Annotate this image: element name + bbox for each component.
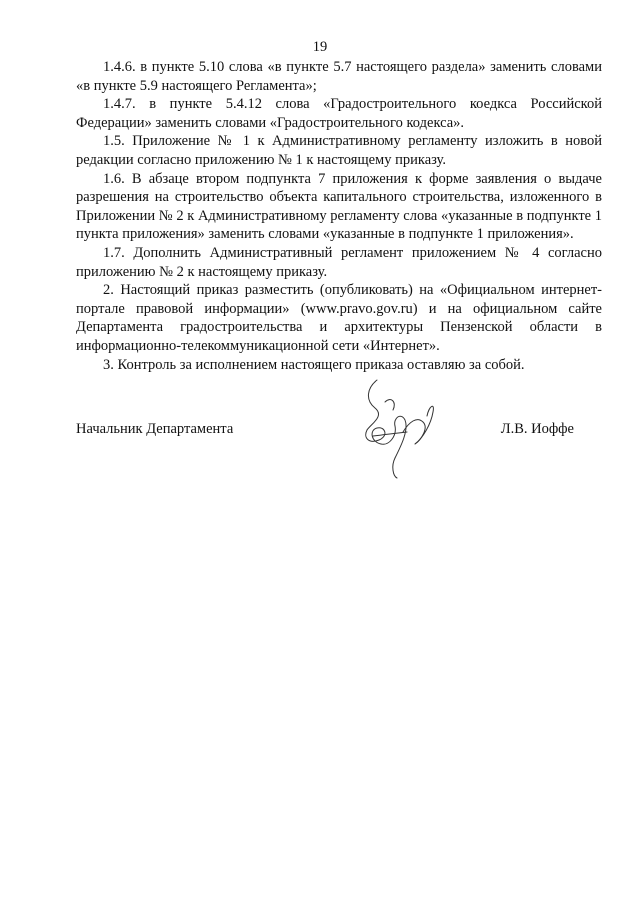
paragraph-1-7: 1.7. Дополнить Административный регламент приложением № 4 согласно приложению № 2 к настоящему приказу. xyxy=(76,244,602,280)
paragraph-1-4-7: 1.4.7. в пункте 5.4.12 слова «Градостроительного коедкса Российской Федерации» заменить словами «Градостроительного кодекса». xyxy=(76,96,602,131)
signature-block xyxy=(76,420,602,440)
handwritten-signature xyxy=(345,372,455,482)
paragraph-1-4-6: 1.4.6. в пункте 5.10 слова «в пункте 5.7 настоящего раздела» заменить словами «в пункте 5.9 настоящего Регламента»; xyxy=(76,59,602,94)
paragraph-2: 2. Настоящий приказ разместить (опубликовать) на «Официальном интернет-портале правовой информации» (www.pravo.gov.ru) и на официальном сайте Департамента градостроительства и архитектуры Пензенской области в информационно-телекоммуникационной сети «Интернет». xyxy=(76,282,602,354)
paragraph-1-5: 1.5. Приложение № 1 к Административному регламенту изложить в новой редакции согласно приложению № 1 к настоящему приказу. xyxy=(76,133,602,168)
paragraph-1-6: 1.6. В абзаце втором подпункта 7 приложения к форме заявления о выдаче разрешения на строительство объекта капитального строительства, изложенного в Приложении № 2 к Административному регламенту слова «указанные в подпункте 1 пункта приложения» заменить словами «указанные в подпункте 1 приложения». xyxy=(76,170,602,243)
signatory-position: Начальник Департамента xyxy=(76,421,234,437)
paragraph-3: 3. Контроль за исполнением настоящего приказа оставляю за собой. xyxy=(103,356,525,373)
document-body xyxy=(76,58,602,374)
signatory-name: Л.В. Иоффе xyxy=(500,421,574,437)
page-number: 19 xyxy=(312,39,328,55)
